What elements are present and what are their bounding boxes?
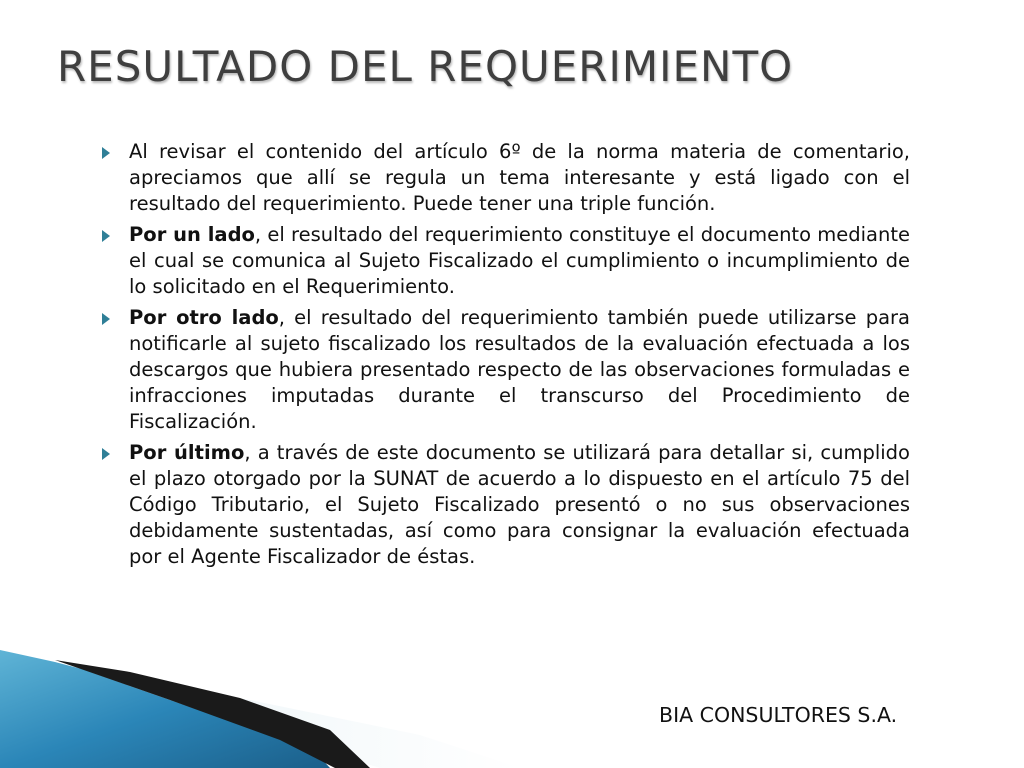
bullet-item-3	[100, 305, 910, 435]
bullet-item-1	[100, 139, 910, 217]
bullet-text: , a través de este documento se utilizará para detallar si, cumplido el plazo otorgado por la SUNAT de acuerdo a lo dispuesto en el artículo 75 del Código Tributario, el Sujeto Fiscalizado presentó o no sus observaciones debidamente sustentadas, así como para consignar la evaluación efectuada por el Agente Fiscalizador de éstas.	[129, 441, 910, 568]
bullet-list	[100, 139, 910, 575]
bullet-text: Al revisar el contenido del artículo 6º de la norma materia de comentario, apreciamos que allí se regula un tema interesante y está ligado con el resultado del requerimiento. Puede tener una triple función.	[129, 140, 910, 215]
bullet-item-4	[100, 440, 910, 570]
bullet-text: , el resultado del requerimiento constituye el documento mediante el cual se comunica al Sujeto Fiscalizado el cumplimiento o incumplimiento de lo solicitado en el Requerimiento.	[129, 223, 910, 298]
arrow-bullet-icon	[102, 448, 110, 460]
bullet-lead: Por otro lado	[129, 306, 279, 329]
bullet-lead: Por un lado	[129, 223, 255, 246]
bullet-lead: Por último	[129, 441, 245, 464]
footer-company: BIA CONSULTORES S.A.	[659, 703, 898, 727]
page-title: RESULTADO DEL REQUERIMIENTO	[57, 42, 794, 91]
bullet-item-2	[100, 222, 910, 300]
arrow-bullet-icon	[102, 147, 110, 159]
arrow-bullet-icon	[102, 313, 110, 325]
arrow-bullet-icon	[102, 230, 110, 242]
bullet-text: , el resultado del requerimiento también puede utilizarse para notificarle al sujeto fiscalizado los resultados de la evaluación efectuada a los descargos que hubiera presentado respecto de las observaciones formuladas e infracciones imputadas durante el transcurso del Procedimiento de Fiscalización.	[129, 306, 911, 433]
